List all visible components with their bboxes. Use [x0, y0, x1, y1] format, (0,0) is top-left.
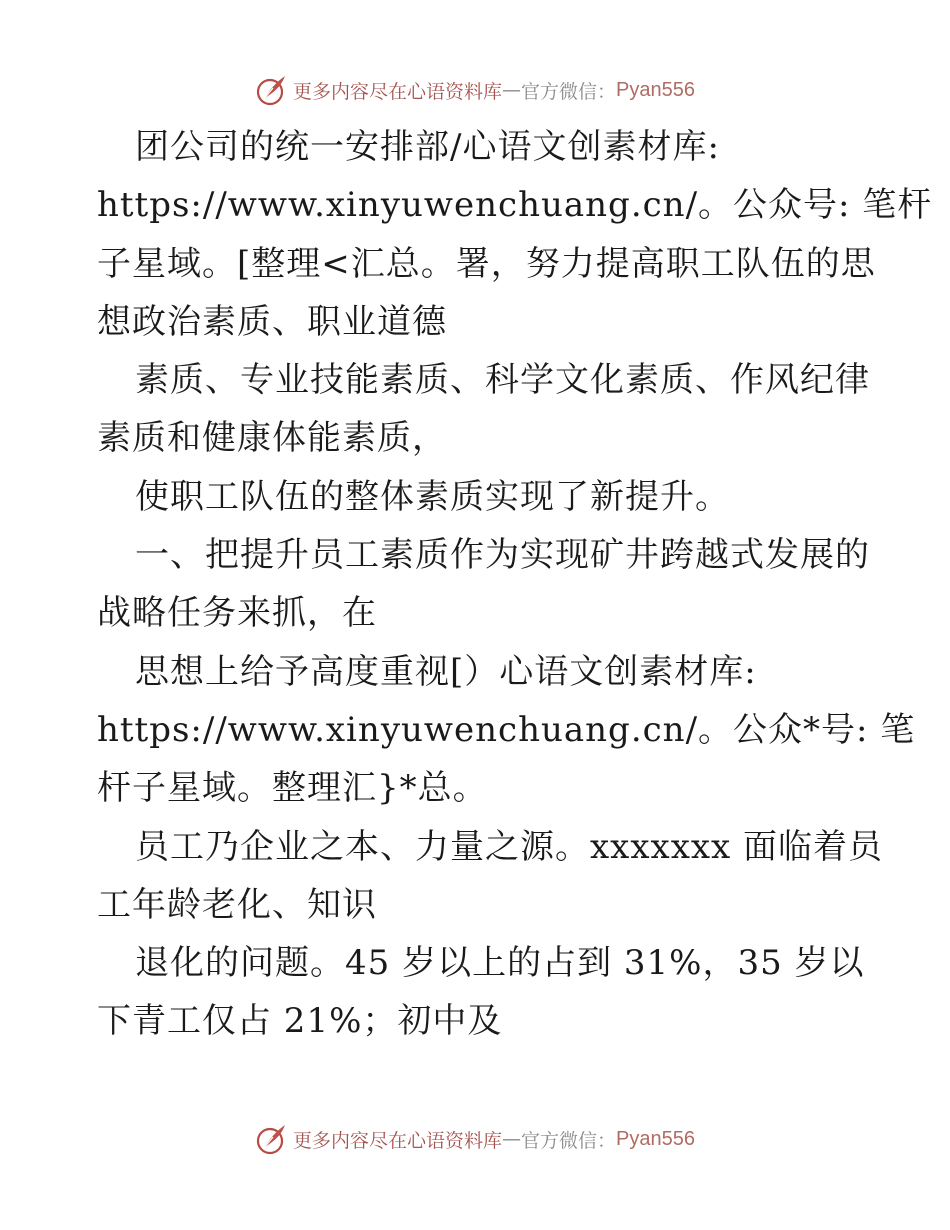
text-line: 素质和健康体能素质，: [97, 418, 447, 459]
footer-banner: [0, 1119, 950, 1159]
text-line: 战略任务来抓，在: [97, 593, 377, 634]
banner-main-text: 更多内容尽在心语资料库: [293, 80, 503, 103]
text-line: 退化的问题。45 岁以上的占到 31%，35 岁以: [135, 943, 865, 984]
feather-quill-logo-icon: [255, 1122, 289, 1156]
banner-dash: —: [502, 1128, 522, 1150]
banner-main-text: 更多内容尽在心语资料库: [293, 1129, 503, 1152]
text-line: 下青工仅占 21%；初中及: [97, 1001, 503, 1042]
banner-suffix-text: 官方微信：: [521, 1129, 617, 1152]
text-line: 团公司的统一安排部/心语文创素材库:: [135, 127, 720, 167]
text-line: https://www.xinyuwenchuang.cn/。公众*号: 笔: [97, 709, 916, 750]
text-line: 思想上给予高度重视[）心语文创素材库:: [135, 651, 757, 692]
text-line: https://www.xinyuwenchuang.cn/。公众号: 笔杆: [97, 185, 933, 226]
text-line: 想政治素质、职业道德: [97, 301, 447, 342]
feather-quill-logo-icon: [255, 73, 289, 107]
document-body: [97, 118, 933, 1051]
text-line: 子星域。[整理<汇总。署，努力提高职工队伍的思: [97, 243, 876, 284]
banner-wechat-handle: Pyan556: [616, 1127, 695, 1150]
text-line: 工年龄老化、知识: [97, 884, 377, 925]
banner-dash: —: [502, 79, 522, 101]
header-banner: [0, 70, 950, 110]
banner-suffix-text: 官方微信：: [521, 80, 617, 103]
text-line: 素质、专业技能素质、科学文化素质、作风纪律: [135, 360, 870, 401]
text-line: 一、把提升员工素质作为实现矿井跨越式发展的: [135, 535, 870, 576]
text-line: 员工乃企业之本、力量之源。xxxxxxx 面临着员: [135, 826, 884, 867]
text-line: 使职工队伍的整体素质实现了新提升。: [135, 476, 730, 517]
text-line: 杆子星域。整理汇}*总。: [97, 768, 488, 809]
banner-wechat-handle: Pyan556: [616, 78, 695, 101]
